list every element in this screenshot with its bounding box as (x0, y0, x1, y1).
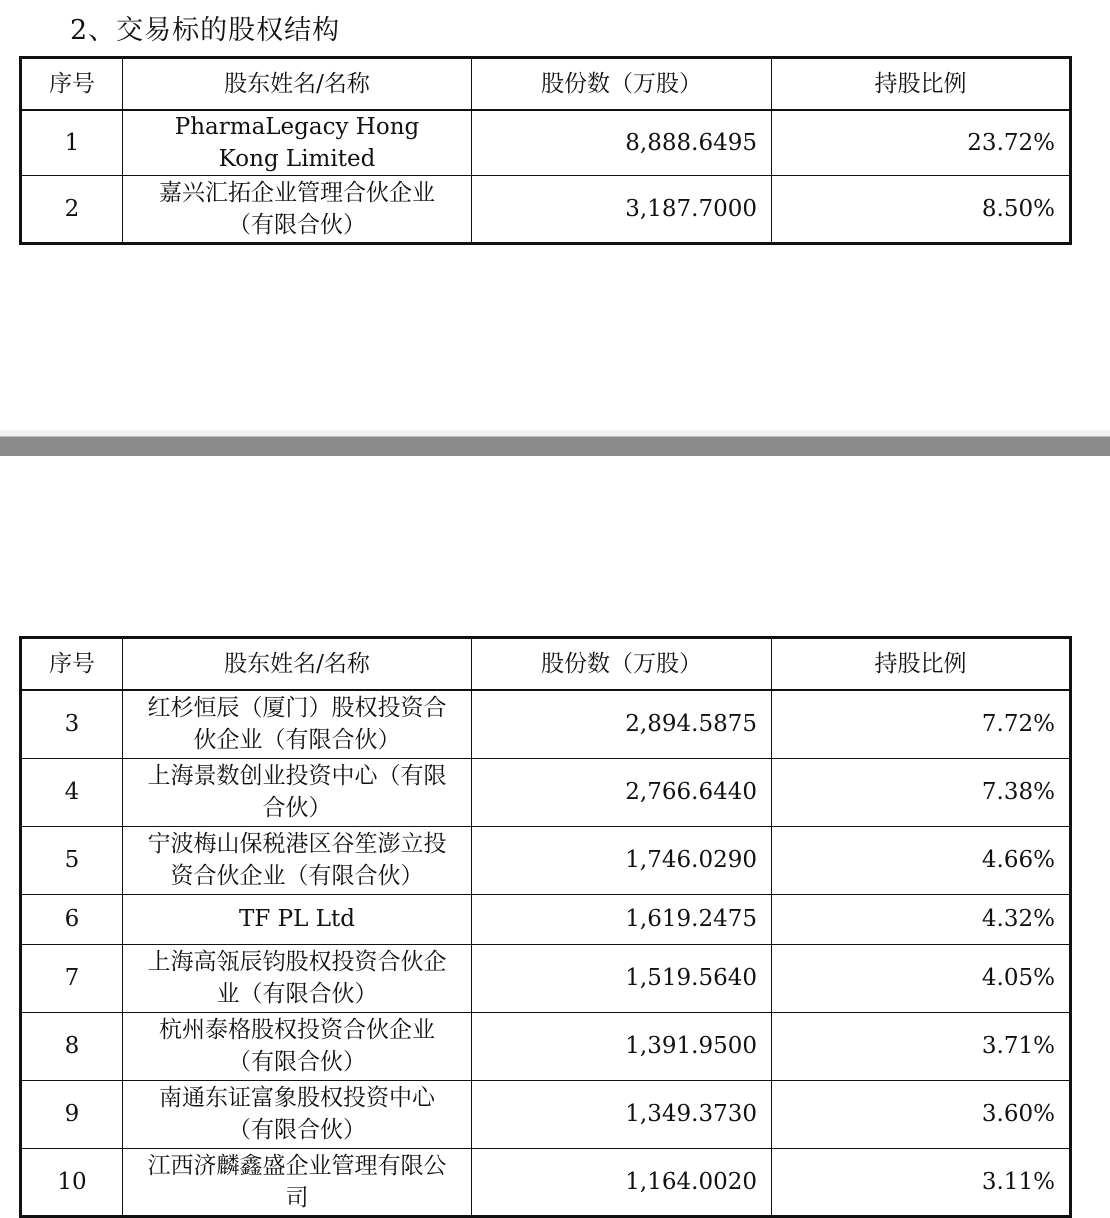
cell-ratio: 8.50% (772, 176, 1071, 244)
cell-seq: 9 (21, 1080, 123, 1148)
cell-name: 南通东证富象股权投资中心（有限合伙） (123, 1080, 472, 1148)
table-header-row (21, 58, 1071, 111)
table-row (21, 690, 1071, 758)
cell-seq: 6 (21, 894, 123, 944)
table-row (21, 894, 1071, 944)
shareholding-table-1 (19, 56, 1072, 245)
cell-ratio: 3.60% (772, 1080, 1071, 1148)
cell-seq: 2 (21, 176, 123, 244)
cell-ratio: 3.11% (772, 1148, 1071, 1216)
cell-ratio: 4.05% (772, 944, 1071, 1012)
table-row (21, 110, 1071, 176)
cell-shares: 8,888.6495 (472, 110, 772, 176)
cell-name: 嘉兴汇拓企业管理合伙企业（有限合伙） (123, 176, 472, 244)
cell-name: 上海景数创业投资中心（有限合伙） (123, 758, 472, 826)
cell-shares: 1,391.9500 (472, 1012, 772, 1080)
table-row (21, 1148, 1071, 1216)
cell-shares: 3,187.7000 (472, 176, 772, 244)
header-shares: 股份数（万股） (472, 58, 772, 111)
table-row (21, 176, 1071, 244)
header-ratio: 持股比例 (772, 58, 1071, 111)
cell-shares: 1,746.0290 (472, 826, 772, 894)
cell-seq: 1 (21, 110, 123, 176)
cell-shares: 1,519.5640 (472, 944, 772, 1012)
table-row (21, 758, 1071, 826)
cell-name: 宁波梅山保税港区谷笙澎立投资合伙企业（有限合伙） (123, 826, 472, 894)
cell-seq: 3 (21, 690, 123, 758)
shareholding-table-2 (19, 636, 1072, 1218)
cell-seq: 10 (21, 1148, 123, 1216)
header-name: 股东姓名/名称 (123, 638, 472, 691)
cell-ratio: 23.72% (772, 110, 1071, 176)
header-seq: 序号 (21, 58, 123, 111)
cell-name: TF PL Ltd (123, 894, 472, 944)
cell-ratio: 4.66% (772, 826, 1071, 894)
cell-ratio: 7.72% (772, 690, 1071, 758)
cell-shares: 2,766.6440 (472, 758, 772, 826)
table-header-row (21, 638, 1071, 691)
cell-seq: 4 (21, 758, 123, 826)
cell-name: 上海高瓴辰钧股权投资合伙企业（有限合伙） (123, 944, 472, 1012)
header-seq: 序号 (21, 638, 123, 691)
cell-shares: 2,894.5875 (472, 690, 772, 758)
cell-shares: 1,164.0020 (472, 1148, 772, 1216)
table-row (21, 826, 1071, 894)
header-shares: 股份数（万股） (472, 638, 772, 691)
cell-name: 红杉恒辰（厦门）股权投资合伙企业（有限合伙） (123, 690, 472, 758)
cell-seq: 7 (21, 944, 123, 1012)
cell-name: 江西济麟鑫盛企业管理有限公司 (123, 1148, 472, 1216)
page-break-gap (0, 430, 1110, 456)
cell-seq: 8 (21, 1012, 123, 1080)
table-row (21, 1080, 1071, 1148)
cell-ratio: 7.38% (772, 758, 1071, 826)
table-row (21, 944, 1071, 1012)
cell-name: PharmaLegacy Hong Kong Limited (123, 110, 472, 176)
cell-shares: 1,349.3730 (472, 1080, 772, 1148)
header-ratio: 持股比例 (772, 638, 1071, 691)
cell-shares: 1,619.2475 (472, 894, 772, 944)
cell-ratio: 3.71% (772, 1012, 1071, 1080)
section-heading: 2、交易标的股权结构 (70, 15, 341, 46)
cell-ratio: 4.32% (772, 894, 1071, 944)
table-row (21, 1012, 1071, 1080)
cell-name: 杭州泰格股权投资合伙企业（有限合伙） (123, 1012, 472, 1080)
cell-seq: 5 (21, 826, 123, 894)
header-name: 股东姓名/名称 (123, 58, 472, 111)
